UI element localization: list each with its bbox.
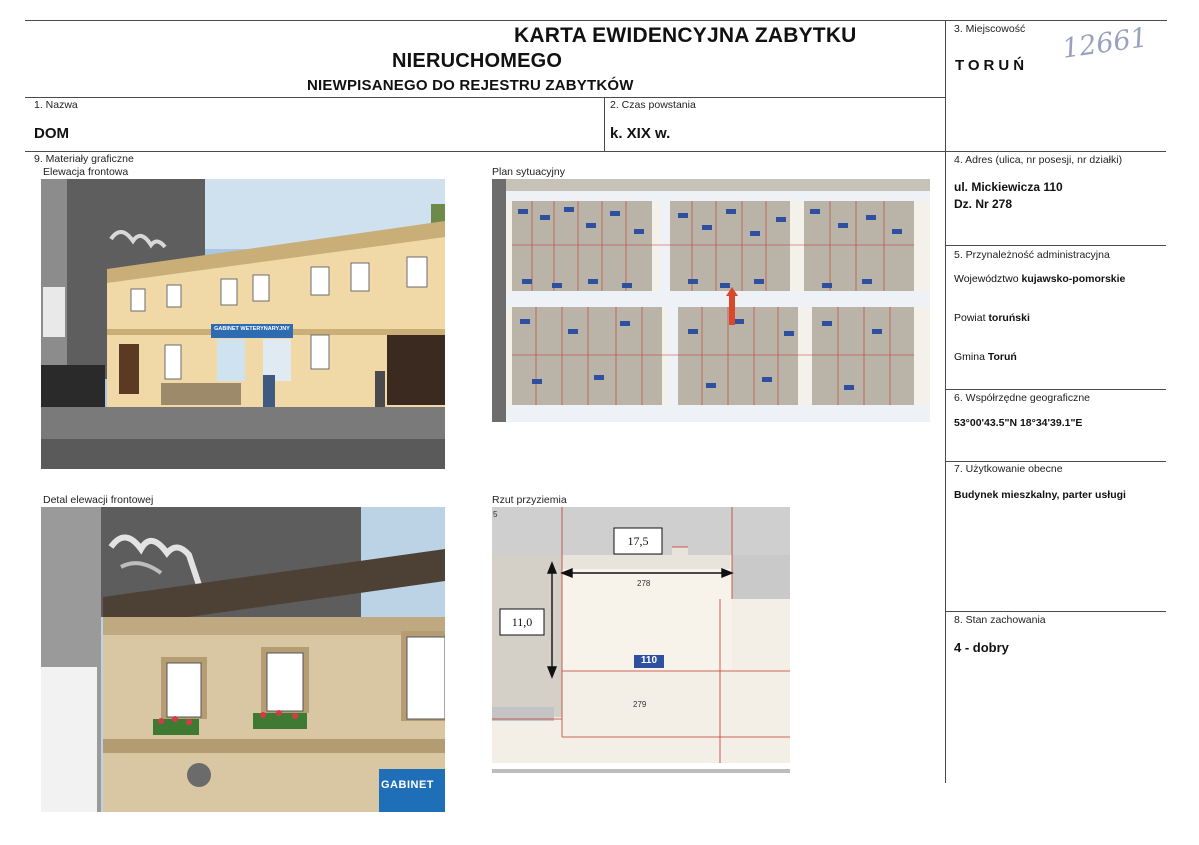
site-plan-map — [492, 179, 930, 422]
site-plan-drawing — [492, 179, 930, 422]
adres-line-2: Dz. Nr 278 — [954, 197, 1013, 211]
czas-label: 2. Czas powstania — [610, 99, 696, 111]
facade-detail-drawing — [41, 507, 445, 812]
plan-label: Plan sytuacyjny — [492, 166, 565, 178]
wspolrzedne-bottom-line — [945, 461, 1166, 462]
wspolrzedne-label: 6. Współrzędne geograficzne — [954, 392, 1090, 404]
powiat-prefix: Powiat — [954, 312, 989, 324]
title-line-1: KARTA EWIDENCYJNA ZABYTKU — [514, 24, 857, 47]
czas-value: k. XIX w. — [610, 125, 671, 142]
front-elevation-photo — [41, 179, 445, 469]
plan-depth-value: 11,0 — [511, 615, 533, 629]
stan-value: 4 - dobry — [954, 640, 1009, 655]
uzytkowanie-bottom-line — [945, 611, 1166, 612]
materialy-label: 9. Materiały graficzne — [34, 153, 134, 165]
adres-bottom-line — [945, 245, 1166, 246]
wojewodztwo-prefix: Województwo — [954, 273, 1022, 285]
shop-sign-detail: GABINET — [381, 779, 434, 791]
title-line-2: NIERUCHOMEGO — [392, 50, 563, 72]
ground-floor-plan — [492, 507, 790, 775]
miejscowosc-value: TORUŃ — [955, 57, 1029, 74]
nazwa-label: 1. Nazwa — [34, 99, 78, 111]
przynaleznosc-bottom-line — [945, 389, 1166, 390]
wspolrzedne-value: 53°00'43.5"N 18°34'39.1"E — [954, 417, 1083, 429]
plan-edge-mark: 5 — [493, 510, 498, 519]
adres-line-1: ul. Mickiewicza 110 — [954, 180, 1063, 194]
gmina-line — [954, 351, 1017, 363]
handwritten-number: 12661 — [1060, 22, 1150, 65]
parcel-279-label: 279 — [633, 700, 647, 709]
row1-bottom-line — [25, 151, 1166, 152]
elewacja-label: Elewacja frontowa — [43, 166, 129, 178]
uzytkowanie-value: Budynek mieszkalny, parter usługi — [954, 489, 1126, 501]
gmina-prefix: Gmina — [954, 351, 988, 363]
parcel-278-label: 278 — [637, 579, 651, 588]
powiat-value: toruński — [988, 312, 1030, 324]
title-line-3: NIEWPISANEGO DO REJESTRU ZABYTKÓW — [307, 77, 634, 94]
stan-label: 8. Stan zachowania — [954, 614, 1046, 626]
facade-detail-photo — [41, 507, 445, 812]
nazwa-czas-divider — [604, 97, 605, 151]
nazwa-value: DOM — [34, 125, 69, 142]
front-elevation-drawing — [41, 179, 445, 469]
miejscowosc-label: 3. Miejscowość — [954, 23, 1026, 35]
title-bottom-line — [25, 97, 946, 98]
house-number-tag: 110 — [640, 655, 658, 666]
rzut-label: Rzut przyziemia — [492, 494, 567, 506]
top-border — [25, 20, 1167, 21]
powiat-line — [954, 312, 1030, 324]
przynaleznosc-label: 5. Przynależność administracyjna — [954, 249, 1110, 261]
wojewodztwo-value: kujawsko-pomorskie — [1021, 273, 1126, 285]
uzytkowanie-label: 7. Użytkowanie obecne — [954, 463, 1063, 475]
detal-label: Detal elewacji frontowej — [43, 494, 154, 506]
wojewodztwo-line — [954, 273, 1125, 285]
gmina-value: Toruń — [987, 351, 1017, 363]
plan-width-value: 17,5 — [627, 534, 649, 548]
adres-label: 4. Adres (ulica, nr posesji, nr działki) — [954, 154, 1123, 166]
shop-sign: GABINET WETERYNARYJNY — [214, 326, 290, 332]
right-column-divider — [945, 20, 946, 783]
